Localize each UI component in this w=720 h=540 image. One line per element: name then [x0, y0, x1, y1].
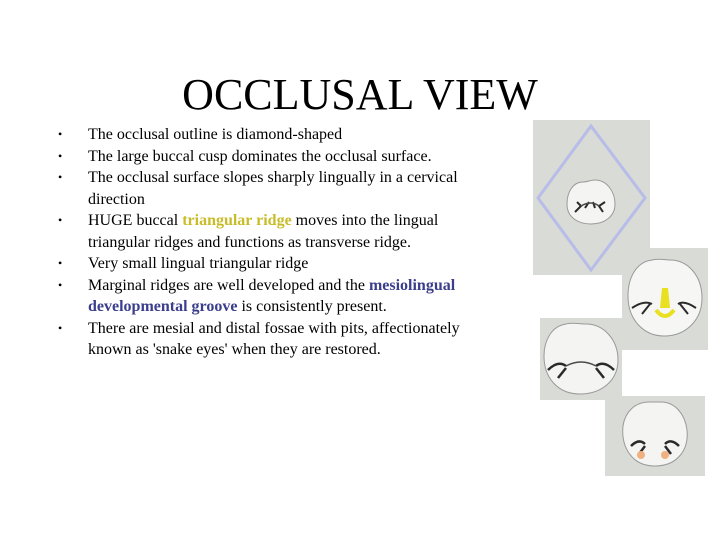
groove-drawing: [540, 318, 622, 400]
bullet-dot: •: [58, 320, 63, 335]
bullet-text: Marginal ridges are well developed and the: [88, 276, 369, 294]
bullet-text: Very small lingual triangular ridge: [88, 255, 309, 272]
bullet-dot: •: [58, 256, 63, 270]
fossae-pits-tooth-image: [605, 396, 705, 476]
bullet-text: moves into the lingual triangular ridges and functions as transverse ridge.: [88, 212, 439, 251]
bullet-text: The occlusal outline is diamond-shaped: [88, 126, 343, 143]
triangular-ridge-term: triangular ridge: [182, 212, 292, 229]
bullet-item: [52, 167, 492, 210]
bullet-dot: •: [58, 213, 63, 227]
bullet-dot: •: [58, 170, 63, 184]
fossae-pits-drawing: [605, 396, 705, 476]
bullet-item: [52, 146, 492, 168]
ridge-highlight-drawing: [622, 248, 708, 350]
bullet-text: HUGE buccal: [88, 212, 183, 229]
bullet-item: [52, 210, 492, 253]
bullet-item: [52, 253, 492, 275]
bullet-text: The large buccal cusp dominates the occlusal surface.: [88, 147, 432, 165]
bullet-dot: •: [58, 148, 63, 163]
groove-tooth-image: [540, 318, 622, 400]
bullet-dot: •: [58, 277, 63, 292]
bullet-text: The occlusal surface slopes sharply lingually in a cervical direction: [88, 169, 458, 208]
bullet-text: is consistently present.: [237, 298, 387, 315]
bullet-text: There are mesial and distal fossae with pits, affectionately known as 'snake eyes' when they are restored.: [88, 319, 460, 358]
bullet-item: [52, 318, 492, 361]
ridge-highlight-tooth-image: [622, 248, 708, 350]
bullet-dot: •: [58, 127, 63, 141]
bullet-item: [52, 275, 492, 318]
bullet-item: [52, 124, 492, 146]
bullet-list: [52, 124, 492, 361]
slide-title: OCCLUSAL VIEW: [182, 70, 538, 119]
groove-term: mesiolingual developmental groove: [88, 276, 456, 315]
